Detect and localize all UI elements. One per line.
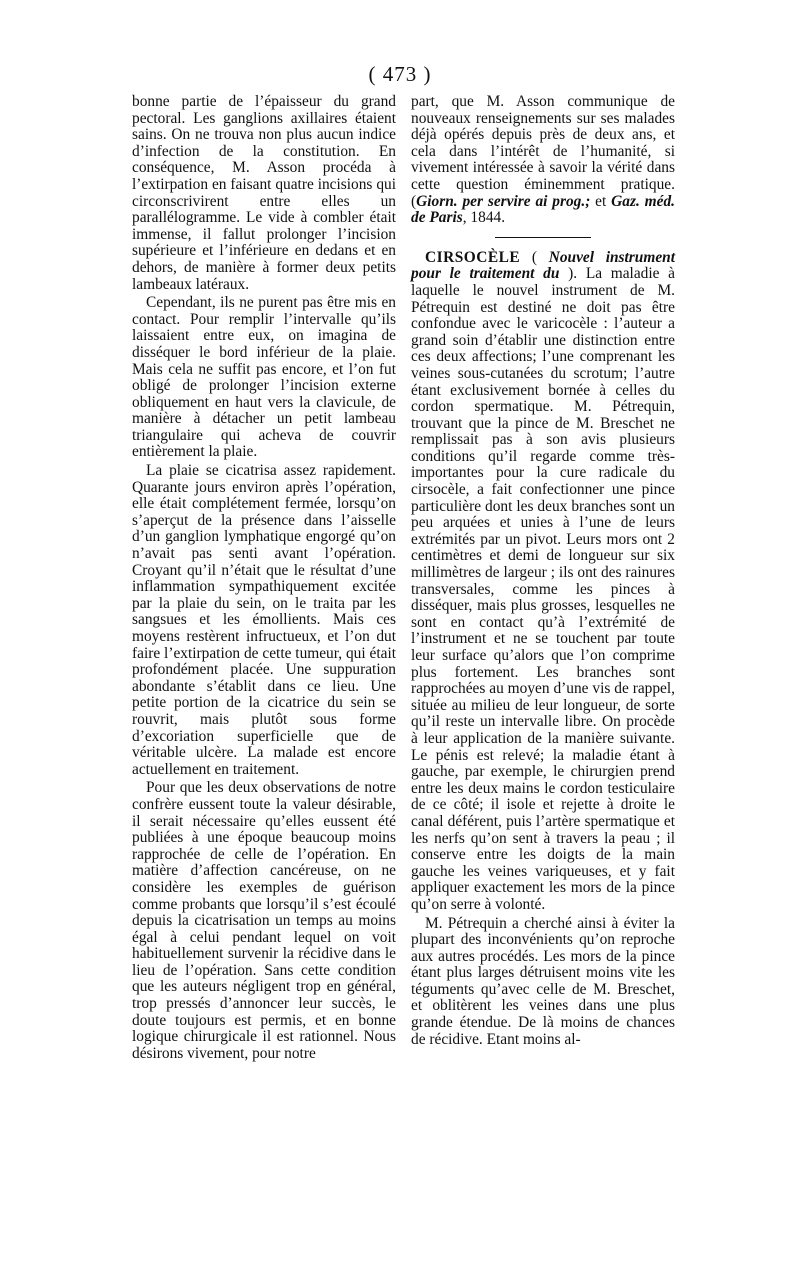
section-divider — [495, 237, 591, 238]
article-paragraph — [411, 250, 675, 914]
paragraph: bonne partie de l’épaisseur du grand pectoral. Les ganglions axillaires étaient sains. On ne trouva non plus aucun indice d’infection de la constitution. En conséquence, M. Asson procéda à l’extirpation en faisant quatre incisions qui circonscrivirent entre elles un parallélogramme. Le vide à combler était immense, il fallut prolonger l’incision supérieure et l’inférieure en dedans et en dehors, de manière à former deux petits lambeaux latéraux. — [132, 93, 396, 293]
article-subtitle: Nouvel instrument pour le traitement du — [411, 248, 675, 283]
paragraph-text: part, que M. Asson communique de nouveaux renseignements sur ses malades déjà opérés depuis près de deux ans, et cela dans l’intérêt de l’humanité, si vivement intéressée à savoir la vérité dans cette question éminemment pratique. ( — [411, 93, 675, 210]
left-column — [132, 94, 396, 1062]
paragraph — [411, 94, 675, 227]
paragraph-text: , 1844. — [462, 209, 506, 227]
page-number: ( 473 ) — [368, 62, 432, 86]
paragraph-text: ( — [520, 248, 549, 266]
paragraph-text: et — [590, 192, 612, 210]
paragraph: Cependant, ils ne purent pas être mis en contact. Pour remplir l’intervalle qu’ils laissaient entre eux, on imagina de disséquer le bord inférieur de la plaie. Mais cela ne suffit pas encore, et l’on fut obligé de prolonger l’incision externe obliquement en haut vers la clavicule, de manière à détacher un petit lambeau triangulaire qui acheva de couvrir entièrement la plaie. — [132, 294, 396, 461]
paragraph: Pour que les deux observations de notre confrère eussent toute la valeur désirable, il serait nécessaire qu’elles eussent été publiées à une époque beaucoup moins rapprochée de celle de l’opération. En matière d’affection cancéreuse, on ne considère les exemples de guérison comme probants que lorsqu’il s’est écoulé depuis la cicatrisation un temps au moins égal à celui pendant lequel on voit habituellement survenir la récidive dans le lieu de l’opération. Sans cette condition que les auteurs négligent trop en général, trop pressés d’annoncer leur succès, le doute toujours est permis, et en bonne logique chirurgicale il est rationnel. Nous désirons vivement, pour notre — [132, 779, 396, 1062]
paragraph: La plaie se cicatrisa assez rapidement. Quarante jours environ après l’opération, elle était complétement fermée, lorsqu’on s’aperçut de la présence dans l’aisselle d’un ganglion lymphatique engorgé qu’on n’avait pas senti avant l’opération. Croyant qu’il n’était que le résultat d’une inflammation sympathiquement excitée par la plaie du sein, on le traita par les sangsues et les émollients. Mais ces moyens restèrent infructueux, et l’on dut faire l’extirpation de cette tumeur, qui était profondément placée. Une suppuration abondante s’établit dans ce lieu. Une petite portion de la cicatrice du sein se rouvrit, mais plutôt sous forme d’excoriation superficielle que de véritable ulcère. La malade est encore actuellement en traitement. — [132, 462, 396, 778]
paragraph: M. Pétrequin a cherché ainsi à éviter la plupart des inconvénients qu’on reproche aux autres procédés. Les mors de la pince étant plus larges détruisent moins vite les téguments qu’avec celle de M. Breschet, et oblitèrent les veines dans une plus grande étendue. De là moins de chances de récidive. Etant moins al- — [411, 914, 675, 1048]
source-citation: Gaz. méd. de Paris — [411, 192, 676, 227]
article-heading: CIRSOCÈLE — [425, 248, 521, 266]
right-column — [411, 94, 675, 1048]
source-citation: Giorn. per servire ai prog.; — [416, 192, 591, 210]
paragraph-text: ). La maladie à laquelle le nouvel instrument de M. Pétrequin est destiné ne doit pas être confondue avec le varicocèle : l’auteur a grand soin d’établir une distinction entre ces deux affections; l’une comprenant les veines sous-cutanées du scrotum; l’autre étant exclusivement bornée à celles du cordon spermatique. M. Pétrequin, trouvant que la pince de M. Breschet ne remplissait pas à son avis plusieurs conditions qu’il regarde comme très-importantes pour la cure radicale du cirsocèle, a fait confectionner une pince particulière dont les deux branches sont un peu arquées et unies à l’une de leurs extrémités par un pivot. Leurs mors ont 2 centimètres et demi de longueur sur six millimètres de largeur ; ils ont des rainures transversales, comme les pinces à disséquer, mais plus grosses, lesquelles ne sont en contact qu’à l’extrémité de l’instrument et ne se touchent par toute leur surface qu’alors que l’on comprime plus fortement. Les branches sont rapprochées au moyen d’une vis de rappel, située au milieu de leur longueur, de sorte qu’il reste un intervalle libre. On procède à leur application de la manière suivante. Le pénis est relevé; la maladie étant à gauche, par exemple, le chirurgien prend entre les deux mains le cordon testiculaire de ce côté; il isole et rejette à droite le canal déférent, puis l’artère spermatique et les nerfs qu’on sent à travers la peau ; il conserve entre les doigts de la main gauche les veines variqueuses, et y fait appliquer exactement les mors de la pince qu’on serre à volonté. — [411, 265, 676, 913]
